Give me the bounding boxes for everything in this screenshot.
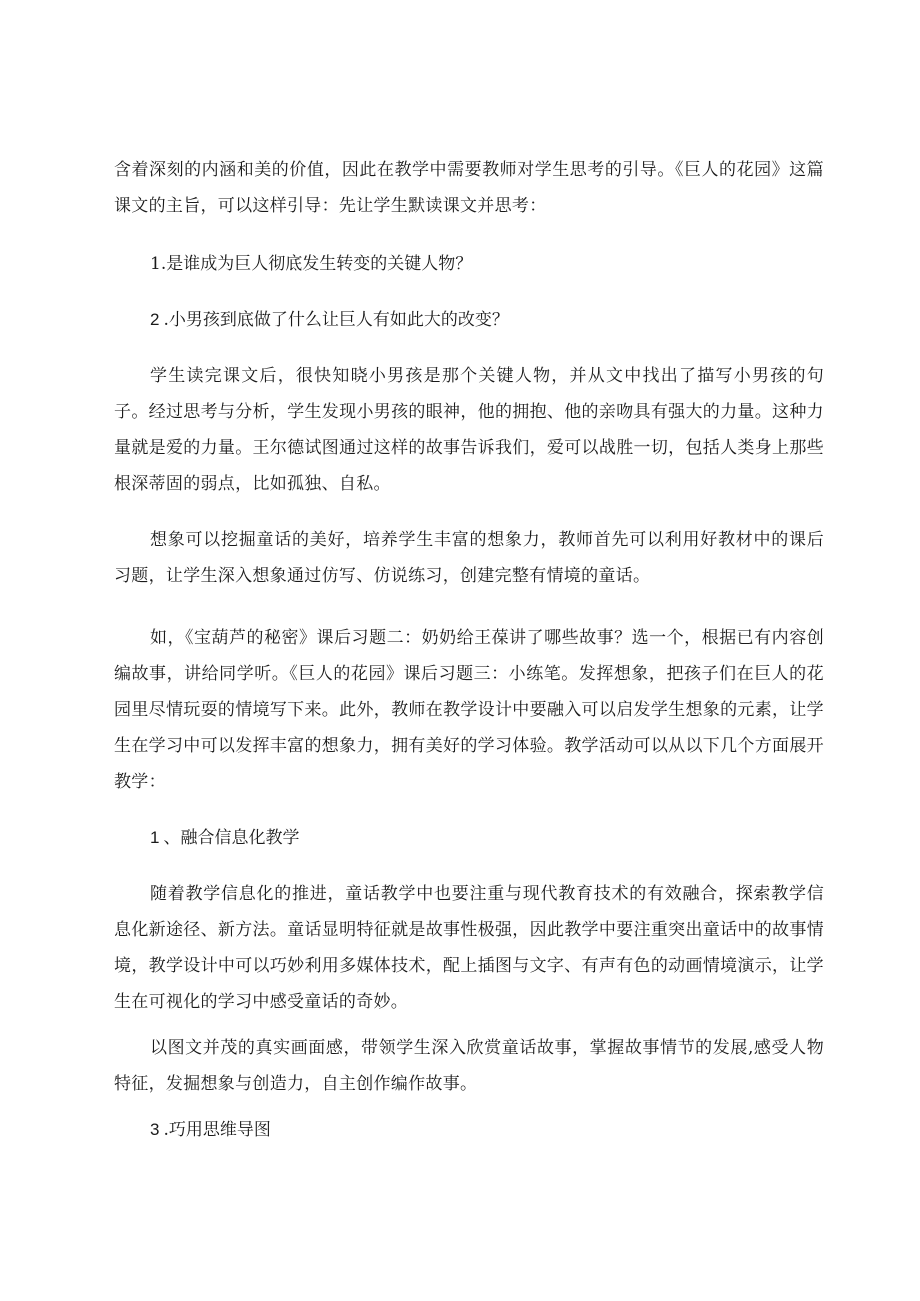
paragraph-informatization: 随着教学信息化的推进，童话教学中也要注重与现代教育技术的有效融合，探索教学信息化新途径、新方法。童话显明特征就是故事性极强，因此教学中要注重突出童话中的故事情境，教学设计中可以巧妙利用多媒体技术，配上插图与文字、有声有色的动画情境演示，让学生在可视化的学习中感受童话的奇妙。 <box>114 884 824 1012</box>
paragraph-examples: 如，《宝葫芦的秘密》课后习题二：奶奶给王葆讲了哪些故事？选一个，根据已有内容创编故事，讲给同学听。《巨人的花园》课后习题三：小练笔。发挥想象，把孩子们在巨人的花园里尽情玩耍的情境写下来。此外，教师在教学设计中要融入可以启发学生想象的元素，让学生在学习中可以发挥丰富的想象力，拥有美好的学习体验。教学活动可以从以下几个方面展开教学： <box>114 628 824 792</box>
question-2 <box>150 302 509 338</box>
paragraph-imagination: 想象可以挖掘童话的美好，培养学生丰富的想象力，教师首先可以利用好教材中的课后习题，让学生深入想象通过仿写、仿说练习，创建完整有情境的童话。 <box>114 530 824 586</box>
paragraph-intro: 含着深刻的内涵和美的价值，因此在教学中需要教师对学生思考的引导。《巨人的花园》这篇课文的主旨，可以这样引导：先让学生默读课文并思考： <box>114 160 824 216</box>
question-2-number: 2 <box>150 310 160 329</box>
question-1: 1.是谁成为巨人彻底发生转变的关键人物？ <box>150 254 473 274</box>
question-2-text: .小男孩到底做了什么让巨人有如此大的改变？ <box>163 310 509 330</box>
section-heading-3 <box>150 1112 271 1148</box>
section-heading-3-text: .巧用思维导图 <box>163 1120 271 1140</box>
section-heading-1 <box>150 820 299 856</box>
section-heading-3-number: 3 <box>150 1120 160 1139</box>
paragraph-analysis: 学生读完课文后，很快知晓小男孩是那个关键人物，并从文中找出了描写小男孩的句子。经过思考与分析，学生发现小男孩的眼神，他的拥抱、他的亲吻具有强大的力量。这种力量就是爱的力量。王尔德试图通过这样的故事告诉我们，爱可以战胜一切，包括人类身上那些根深蒂固的弱点，比如孤独、自私。 <box>114 366 824 494</box>
section-heading-1-number: 1 <box>150 828 160 847</box>
section-heading-1-text: 、融合信息化教学 <box>163 828 300 848</box>
paragraph-visual: 以图文并茂的真实画面感，带领学生深入欣赏童话故事，掌握故事情节的发展,感受人物特征，发掘想象与创造力，自主创作编作故事。 <box>114 1038 824 1094</box>
